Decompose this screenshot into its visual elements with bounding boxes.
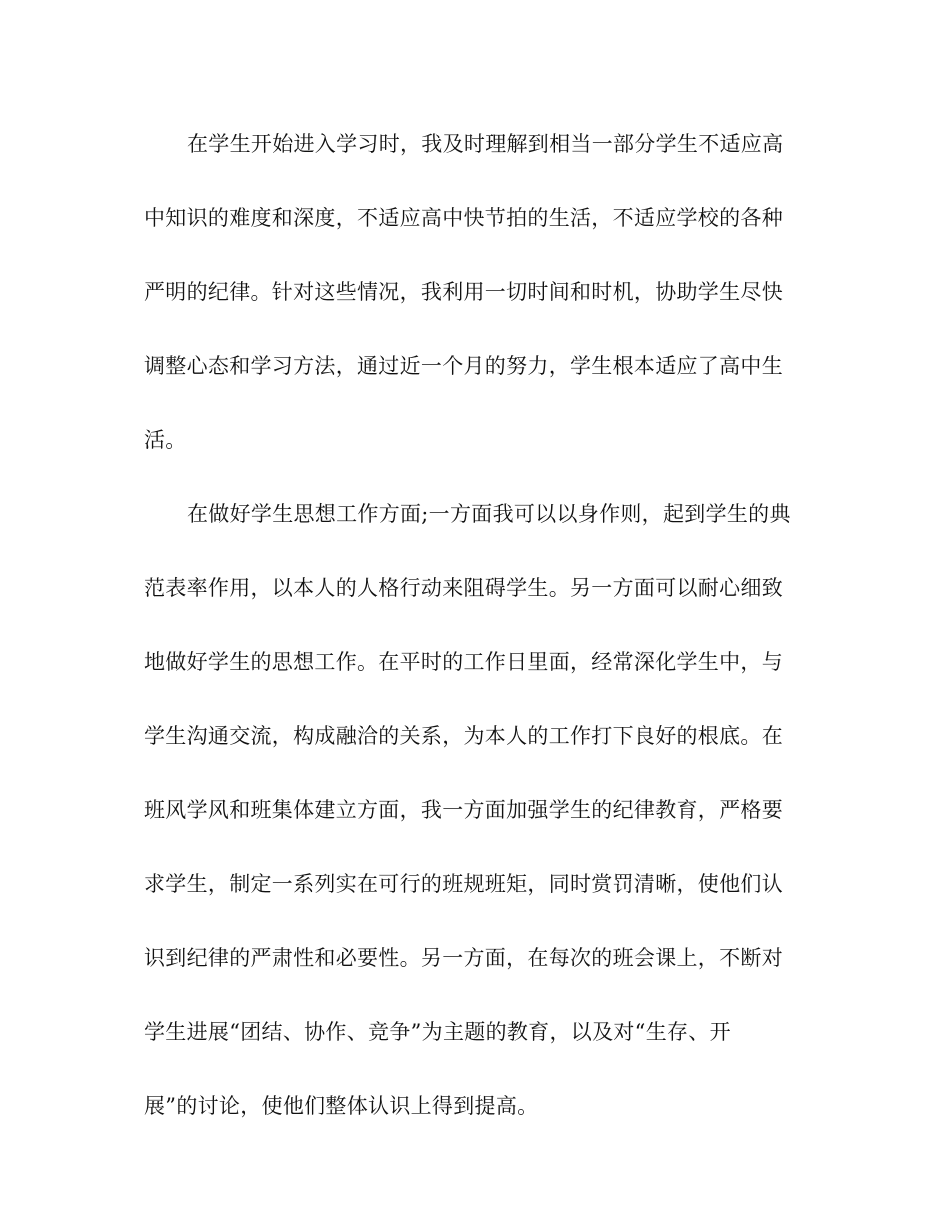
paragraph-line: 严明的纪律。针对这些情况，我利用一切时间和时机，协助学生尽快 [144, 280, 783, 304]
paragraph-line: 识到纪律的严肃性和必要性。另一方面，在每次的班会课上，不断对 [144, 946, 783, 970]
paragraph-line: 学生沟通交流，构成融洽的关系，为本人的工作打下良好的根底。在 [144, 724, 783, 748]
paragraph-line: 在做好学生思想工作方面;一方面我可以以身作则，起到学生的典 [187, 502, 791, 526]
document-body [144, 124, 809, 1160]
paragraph-line: 中知识的难度和深度，不适应高中快节拍的生活，不适应学校的各种 [144, 206, 783, 230]
paragraph-line: 学生进展“团结、协作、竞争”为主题的教育，以及对“生存、开 [144, 1020, 731, 1044]
paragraph-2 [144, 494, 809, 1160]
paragraph-line: 展”的讨论，使他们整体认识上得到提高。 [144, 1094, 539, 1118]
paragraph-line: 范表率作用，以本人的人格行动来阻碍学生。另一方面可以耐心细致 [144, 576, 783, 600]
paragraph-line: 地做好学生的思想工作。在平时的工作日里面，经常深化学生中，与 [144, 650, 783, 674]
paragraph-line: 调整心态和学习方法，通过近一个月的努力，学生根本适应了高中生 [144, 354, 783, 378]
paragraph-line: 班风学风和班集体建立方面，我一方面加强学生的纪律教育，严格要 [144, 798, 783, 822]
paragraph-line: 求学生，制定一系列实在可行的班规班矩，同时赏罚清晰，使他们认 [144, 872, 783, 896]
paragraph-line: 在学生开始进入学习时，我及时理解到相当一部分学生不适应高 [187, 132, 784, 156]
paragraph-line: 活。 [144, 428, 187, 452]
paragraph-1 [144, 124, 809, 494]
